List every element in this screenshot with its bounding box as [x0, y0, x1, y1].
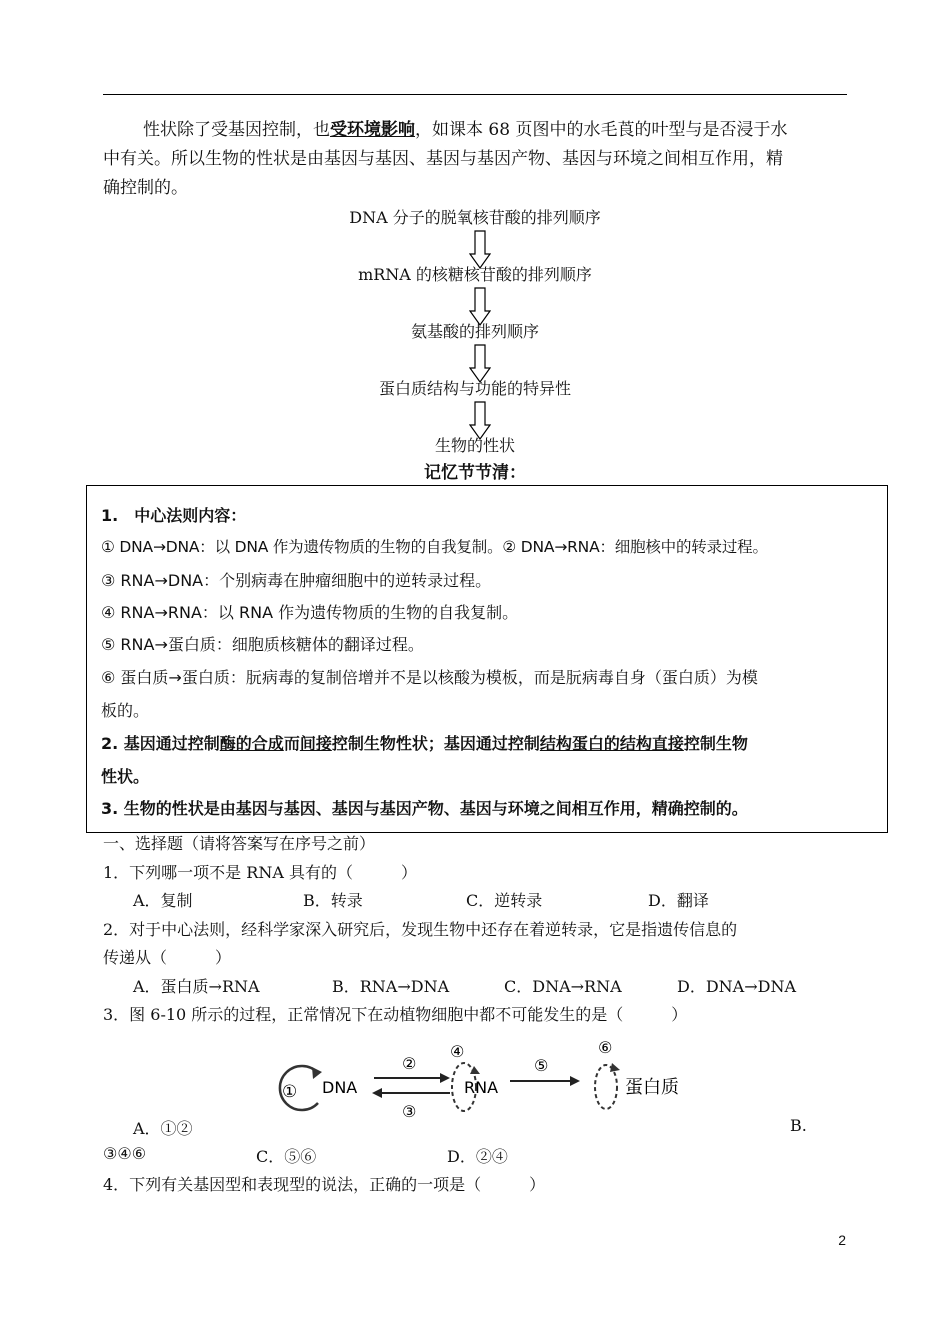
box-line: ⑤ RNA→蛋白质：细胞质核糖体的翻译过程。: [101, 635, 424, 654]
box-text: 控制生物性状；基因通过控制: [331, 734, 540, 753]
label-4: ④: [450, 1042, 465, 1061]
box-point-2-cont: 性状。: [101, 767, 150, 786]
section-title: 一、选择题（请将答案写在序号之前）: [103, 834, 376, 853]
label-3: ③: [402, 1102, 417, 1121]
label-1: ①: [282, 1082, 298, 1102]
q3-option-d: D．②④: [447, 1147, 508, 1166]
memory-title: 记忆节节清：: [424, 463, 526, 483]
box-line: 板的。: [101, 701, 150, 720]
box-heading: 1. 中心法则内容：: [101, 506, 247, 525]
question-2-stem: 2．对于中心法则，经科学家深入研究后，发现生物中还存在着逆转录，它是指遗传信息的: [103, 920, 738, 939]
label-6: ⑥: [598, 1038, 613, 1057]
dna-label: DNA: [322, 1078, 358, 1097]
intro-line-1: [143, 115, 787, 145]
box-line: ⑥ 蛋白质→蛋白质：朊病毒的复制倍增并不是以核酸为模板，而是朊病毒自身（蛋白质）为模: [101, 668, 758, 687]
q2-option-b: B．RNA→DNA: [332, 977, 450, 996]
box-text: 控制生物: [683, 734, 748, 753]
flow-step-4: 蛋白质结构与功能的特异性: [378, 379, 571, 398]
protein-label: 蛋白质: [625, 1077, 679, 1098]
flow-step-3: 氨基酸的排列顺序: [410, 322, 539, 341]
box-line: ④ RNA→RNA：以 RNA 作为遗传物质的生物的自我复制。: [101, 603, 519, 622]
intro-line-2: 中有关。所以生物的性状是由基因与基因、基因与基因产物、基因与环境之间相互作用，精: [103, 149, 783, 169]
box-text: 2. 基因通过控制: [101, 734, 220, 753]
label-5: ⑤: [534, 1056, 549, 1075]
q3-option-b: ③④⑥: [103, 1144, 147, 1163]
intro-line-3: 确控制的。: [103, 178, 188, 198]
question-3-stem: 3．图 6-10 所示的过程，正常情况下在动植物细胞中都不可能发生的是（ ）: [103, 1005, 688, 1024]
summary-box: [86, 485, 888, 833]
central-dogma-diagram: [278, 1035, 708, 1125]
question-1-stem: 1．下列哪一项不是 RNA 具有的（ ）: [103, 863, 417, 882]
rna-label: RNA: [464, 1078, 499, 1097]
q1-option-a: A．复制: [133, 891, 193, 910]
intro-text: ，如课本 68 页图中的水毛莨的叶型与是否浸于水: [415, 120, 788, 140]
intro-emphasis: 受环境影响: [330, 120, 415, 140]
q3-option-a: A．①②: [133, 1119, 193, 1138]
q3-option-c: C．⑤⑥: [256, 1147, 317, 1166]
question-2-stem-cont: 传递从（ ）: [103, 948, 232, 967]
box-line: ① DNA→DNA：以 DNA 作为遗传物质的生物的自我复制。② DNA→RNA：细胞核中的转录过程。: [101, 538, 768, 556]
box-line: ③ RNA→DNA：个别病毒在肿瘤细胞中的逆转录过程。: [101, 571, 492, 590]
box-point-2: [101, 731, 748, 754]
q1-option-d: D．翻译: [648, 891, 709, 910]
box-underline: 结构蛋白的结构直接: [539, 734, 684, 753]
q2-option-d: D．DNA→DNA: [677, 977, 797, 996]
q1-option-b: B．转录: [303, 891, 363, 910]
question-4-stem: 4．下列有关基因型和表现型的说法，正确的一项是（ ）: [103, 1175, 546, 1194]
box-underline: 酶的合成: [219, 734, 284, 753]
intro-text: 性状除了受基因控制，也: [143, 120, 330, 140]
flow-step-1: DNA 分子的脱氧核苷酸的排列顺序: [349, 208, 601, 227]
q2-option-a: A．蛋白质→RNA: [133, 977, 260, 996]
q2-option-c: C．DNA→RNA: [504, 977, 622, 996]
label-2: ②: [402, 1054, 417, 1073]
header-rule: [103, 94, 847, 95]
q3-option-b-label: B.: [790, 1116, 807, 1135]
box-point-3: 3. 生物的性状是由基因与基因、基因与基因产物、基因与环境之间相互作用，精确控制的。: [101, 799, 748, 818]
q1-option-c: C．逆转录: [466, 891, 543, 910]
flow-step-2: mRNA 的核糖核苷酸的排列顺序: [358, 265, 592, 284]
box-text: 而: [283, 734, 300, 753]
box-underline: 间接: [299, 734, 332, 753]
flow-step-5: 生物的性状: [434, 436, 515, 455]
page-number: 2: [838, 1232, 846, 1248]
